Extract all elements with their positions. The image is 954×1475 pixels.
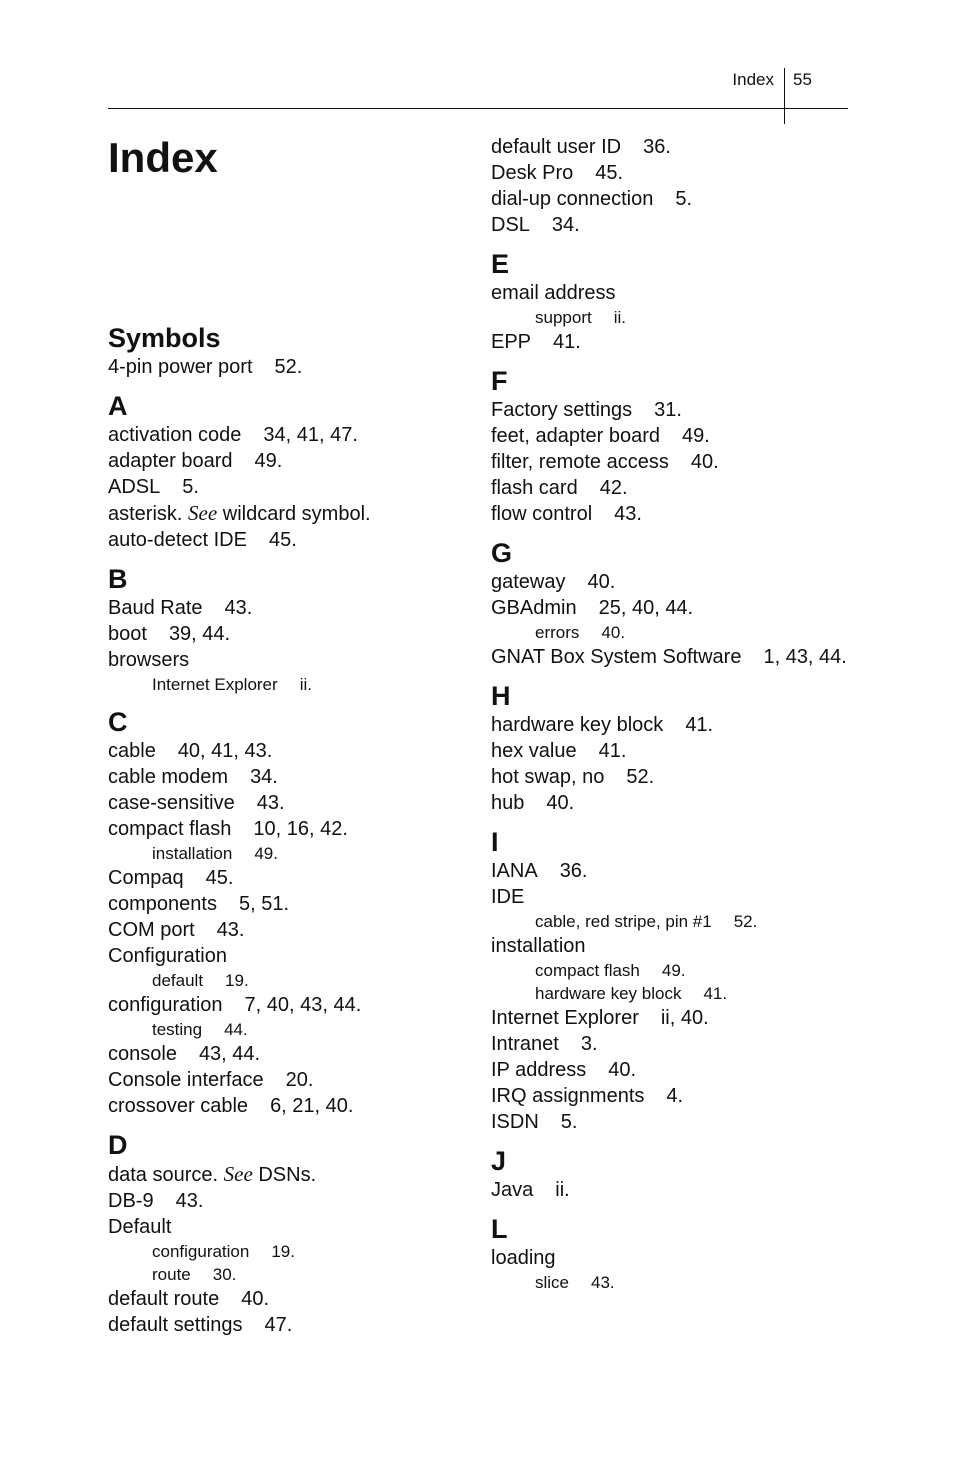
entry-term: IRQ assignments bbox=[491, 1085, 645, 1107]
entry-term: Configuration bbox=[108, 945, 227, 967]
entry-pages: 6, 21, 40. bbox=[270, 1095, 354, 1117]
entry-term: default settings bbox=[108, 1314, 243, 1336]
entry-pages: 34. bbox=[250, 766, 278, 788]
entry-term: console bbox=[108, 1043, 177, 1065]
subentry-pages: 19. bbox=[225, 971, 249, 990]
section-letter: I bbox=[491, 827, 499, 857]
entry-pages: 41. bbox=[553, 331, 581, 353]
section-letter: G bbox=[491, 538, 513, 568]
index-entry bbox=[491, 644, 851, 670]
entry-pages: 43. bbox=[256, 792, 285, 814]
entry-term: gateway bbox=[491, 571, 566, 593]
index-entry bbox=[491, 790, 851, 816]
entry-pages: 40. bbox=[608, 1059, 637, 1081]
index-entry bbox=[491, 160, 851, 186]
index-section bbox=[491, 1213, 851, 1294]
index-subentry bbox=[108, 673, 458, 696]
entry-pages: 49. bbox=[254, 450, 283, 472]
index-subentry bbox=[491, 1271, 851, 1294]
index-entry bbox=[108, 992, 458, 1018]
index-entry bbox=[108, 1286, 458, 1312]
entry-pages: 20. bbox=[285, 1069, 314, 1091]
entry-term: Console interface bbox=[108, 1069, 264, 1091]
section-letter: Symbols bbox=[108, 323, 221, 353]
index-entry bbox=[108, 527, 458, 553]
entry-term: asterisk. bbox=[108, 503, 183, 525]
entry-term: GNAT Box System Software bbox=[491, 646, 742, 668]
subentry-term: installation bbox=[152, 844, 233, 863]
entry-pages: 41. bbox=[598, 740, 627, 762]
entry-term: Desk Pro bbox=[491, 162, 574, 184]
entry-term: data source. bbox=[108, 1164, 219, 1186]
subentry-pages: 30. bbox=[212, 1265, 237, 1284]
entry-term: ISDN bbox=[491, 1111, 539, 1133]
entry-term: hub bbox=[491, 792, 525, 814]
index-entry bbox=[491, 595, 851, 621]
entry-term: Factory settings bbox=[491, 399, 633, 421]
entry-pages: ii. bbox=[555, 1179, 570, 1201]
subentry-pages: 19. bbox=[271, 1242, 295, 1261]
see-reference: See bbox=[223, 1162, 253, 1186]
index-entry bbox=[108, 647, 458, 673]
entry-term: case-sensitive bbox=[108, 792, 235, 814]
entry-term: dial-up connection bbox=[491, 188, 654, 210]
entry-term: IANA bbox=[491, 860, 538, 882]
subentry-term: testing bbox=[152, 1020, 203, 1039]
index-section bbox=[108, 1129, 458, 1338]
entry-term: compact flash bbox=[108, 818, 232, 840]
entry-pages: 45. bbox=[205, 867, 234, 889]
entry-term: IP address bbox=[491, 1059, 587, 1081]
entry-pages: 40. bbox=[546, 792, 575, 814]
entry-term: DSL bbox=[491, 214, 530, 236]
entry-term: default route bbox=[108, 1288, 220, 1310]
index-section bbox=[491, 680, 851, 816]
index-subentry bbox=[491, 910, 851, 933]
entry-pages: 52. bbox=[626, 766, 655, 788]
entry-pages: 5. bbox=[675, 188, 693, 210]
entry-pages: 5, 51. bbox=[238, 893, 290, 915]
entry-pages: 43. bbox=[175, 1190, 204, 1212]
index-entry bbox=[108, 474, 458, 500]
index-entry bbox=[491, 764, 851, 790]
entry-pages: 41. bbox=[685, 714, 714, 736]
index-entry bbox=[491, 475, 851, 501]
index-column-right bbox=[491, 134, 851, 1304]
entry-pages: ii, 40. bbox=[660, 1007, 709, 1029]
subentry-pages: 41. bbox=[703, 984, 728, 1003]
subentry-pages: 44. bbox=[224, 1020, 248, 1039]
entry-term: Java bbox=[491, 1179, 534, 1201]
entry-term: adapter board bbox=[108, 450, 233, 472]
entry-pages: 36. bbox=[559, 860, 588, 882]
entry-pages: 45. bbox=[268, 529, 297, 551]
entry-term: Default bbox=[108, 1216, 172, 1238]
entry-pages: 52. bbox=[274, 356, 303, 378]
index-subentry bbox=[491, 306, 851, 329]
index-subentry bbox=[108, 1240, 458, 1263]
index-subentry bbox=[491, 621, 851, 644]
entry-pages: 45. bbox=[595, 162, 624, 184]
index-column-left bbox=[108, 322, 458, 1348]
index-entry bbox=[108, 790, 458, 816]
entry-pages: 40. bbox=[690, 451, 719, 473]
subentry-term: compact flash bbox=[535, 961, 640, 980]
index-subentry bbox=[108, 1263, 458, 1286]
subentry-term: Internet Explorer bbox=[152, 675, 278, 694]
index-entry bbox=[108, 1041, 458, 1067]
index-entry bbox=[491, 1031, 851, 1057]
subentry-term: hardware key block bbox=[535, 984, 682, 1003]
entry-pages: 40, 41, 43. bbox=[177, 740, 273, 762]
index-entry bbox=[491, 423, 851, 449]
see-target: wildcard symbol. bbox=[222, 503, 371, 525]
running-header-label: Index bbox=[732, 70, 774, 89]
index-subentry bbox=[108, 969, 458, 992]
index-subentry bbox=[108, 842, 458, 865]
entry-term: crossover cable bbox=[108, 1095, 249, 1117]
entry-pages: 39, 44. bbox=[168, 623, 231, 645]
subentry-pages: 49. bbox=[254, 844, 278, 863]
entry-pages: 34. bbox=[551, 214, 580, 236]
index-entry bbox=[491, 1245, 851, 1271]
entry-pages: 40. bbox=[587, 571, 616, 593]
entry-pages: 43. bbox=[614, 503, 642, 525]
index-entry bbox=[491, 933, 851, 959]
entry-term: boot bbox=[108, 623, 147, 645]
header-rule bbox=[108, 108, 848, 109]
subentry-pages: ii. bbox=[613, 308, 626, 327]
entry-pages: 10, 16, 42. bbox=[253, 818, 348, 840]
index-entry bbox=[491, 212, 851, 238]
entry-pages: 4. bbox=[666, 1085, 684, 1107]
entry-pages: 42. bbox=[599, 477, 628, 499]
index-entry bbox=[108, 891, 458, 917]
index-entry bbox=[491, 280, 851, 306]
entry-term: IDE bbox=[491, 886, 525, 908]
index-entry bbox=[491, 186, 851, 212]
entry-pages: 7, 40, 43, 44. bbox=[244, 994, 362, 1016]
entry-pages: 40. bbox=[241, 1288, 270, 1310]
entry-term: flash card bbox=[491, 477, 578, 499]
entry-term: EPP bbox=[491, 331, 532, 353]
header-vertical-rule bbox=[784, 68, 785, 124]
index-entry bbox=[491, 884, 851, 910]
index-section bbox=[108, 322, 458, 380]
entry-term: Internet Explorer bbox=[491, 1007, 639, 1029]
subentry-pages: 49. bbox=[661, 961, 686, 980]
entry-term: ADSL bbox=[108, 476, 161, 498]
subentry-pages: 52. bbox=[733, 912, 758, 931]
entry-term: email address bbox=[491, 282, 616, 304]
index-entry bbox=[491, 738, 851, 764]
subentry-pages: 40. bbox=[601, 623, 626, 642]
index-entry bbox=[491, 501, 851, 527]
index-subentry bbox=[491, 982, 851, 1005]
index-entry bbox=[108, 1093, 458, 1119]
index-entry bbox=[491, 1109, 851, 1135]
index-entry bbox=[491, 858, 851, 884]
index-entry bbox=[491, 1177, 851, 1203]
index-entry bbox=[491, 449, 851, 475]
entry-term: installation bbox=[491, 935, 586, 957]
section-letter: A bbox=[108, 391, 128, 421]
index-section bbox=[108, 563, 458, 696]
see-reference: See bbox=[188, 501, 218, 525]
index-entry bbox=[491, 569, 851, 595]
entry-term: browsers bbox=[108, 649, 190, 671]
index-entry bbox=[491, 134, 851, 160]
index-entry bbox=[108, 1161, 458, 1188]
page-number: 55 bbox=[793, 70, 812, 89]
index-section bbox=[491, 248, 851, 355]
subentry-pages: 43. bbox=[591, 1273, 615, 1292]
index-entry bbox=[108, 595, 458, 621]
entry-pages: 5. bbox=[560, 1111, 578, 1133]
entry-term: components bbox=[108, 893, 217, 915]
index-section bbox=[491, 134, 851, 238]
entry-pages: 1, 43, 44. bbox=[763, 646, 847, 668]
subentry-term: configuration bbox=[152, 1242, 250, 1261]
entry-term: default user ID bbox=[491, 136, 622, 158]
entry-pages: 31. bbox=[654, 399, 682, 421]
section-letter: J bbox=[491, 1146, 507, 1176]
entry-pages: 43, 44. bbox=[198, 1043, 261, 1065]
section-letter: L bbox=[491, 1214, 508, 1244]
index-subentry bbox=[491, 959, 851, 982]
subentry-pages: ii. bbox=[299, 675, 312, 694]
entry-term: hex value bbox=[491, 740, 577, 762]
section-letter: E bbox=[491, 249, 510, 279]
entry-pages: 49. bbox=[682, 425, 710, 447]
index-subentry bbox=[108, 1018, 458, 1041]
entry-term: auto-detect IDE bbox=[108, 529, 247, 551]
entry-term: GBAdmin bbox=[491, 597, 577, 619]
index-entry bbox=[108, 1214, 458, 1240]
subentry-term: route bbox=[152, 1265, 191, 1284]
subentry-term: errors bbox=[535, 623, 580, 642]
entry-pages: 43. bbox=[216, 919, 245, 941]
entry-pages: 5. bbox=[182, 476, 199, 498]
entry-term: DB-9 bbox=[108, 1190, 154, 1212]
entry-term: feet, adapter board bbox=[491, 425, 661, 447]
entry-term: cable modem bbox=[108, 766, 229, 788]
index-entry bbox=[108, 621, 458, 647]
index-entry bbox=[491, 329, 851, 355]
index-entry bbox=[108, 422, 458, 448]
page-title: Index bbox=[108, 134, 218, 181]
entry-pages: 3. bbox=[580, 1033, 598, 1055]
index-entry bbox=[491, 712, 851, 738]
subentry-term: support bbox=[535, 308, 592, 327]
index-entry bbox=[108, 354, 458, 380]
subentry-term: cable, red stripe, pin #1 bbox=[535, 912, 712, 931]
section-letter: B bbox=[108, 564, 128, 594]
section-letter: H bbox=[491, 681, 511, 711]
index-entry bbox=[108, 1188, 458, 1214]
entry-term: filter, remote access bbox=[491, 451, 669, 473]
index-section bbox=[491, 826, 851, 1135]
entry-term: Baud Rate bbox=[108, 597, 203, 619]
index-entry bbox=[491, 397, 851, 423]
index-section bbox=[491, 537, 851, 670]
index-entry bbox=[108, 816, 458, 842]
index-section bbox=[108, 390, 458, 553]
index-entry bbox=[108, 738, 458, 764]
index-entry bbox=[108, 764, 458, 790]
index-entry bbox=[108, 943, 458, 969]
entry-term: cable bbox=[108, 740, 156, 762]
index-section bbox=[491, 365, 851, 527]
section-letter: C bbox=[108, 707, 128, 737]
subentry-term: default bbox=[152, 971, 204, 990]
entry-term: Compaq bbox=[108, 867, 184, 889]
entry-term: configuration bbox=[108, 994, 223, 1016]
index-entry bbox=[491, 1005, 851, 1031]
entry-term: 4-pin power port bbox=[108, 356, 253, 378]
section-letter: D bbox=[108, 1130, 128, 1160]
section-letter: F bbox=[491, 366, 508, 396]
entry-pages: 34, 41, 47. bbox=[263, 424, 358, 446]
entry-term: hot swap, no bbox=[491, 766, 605, 788]
entry-term: COM port bbox=[108, 919, 195, 941]
entry-pages: 36. bbox=[643, 136, 671, 158]
index-entry bbox=[491, 1057, 851, 1083]
index-entry bbox=[108, 1067, 458, 1093]
index-entry bbox=[108, 500, 458, 527]
index-entry bbox=[108, 1312, 458, 1338]
index-entry bbox=[491, 1083, 851, 1109]
index-entry bbox=[108, 917, 458, 943]
index-entry bbox=[108, 865, 458, 891]
entry-pages: 47. bbox=[264, 1314, 293, 1336]
see-target: DSNs. bbox=[258, 1164, 317, 1186]
entry-term: hardware key block bbox=[491, 714, 664, 736]
entry-pages: 43. bbox=[224, 597, 253, 619]
entry-term: Intranet bbox=[491, 1033, 559, 1055]
entry-pages: 25, 40, 44. bbox=[598, 597, 694, 619]
index-section bbox=[108, 706, 458, 1119]
subentry-term: slice bbox=[535, 1273, 570, 1292]
entry-term: activation code bbox=[108, 424, 242, 446]
index-entry bbox=[108, 448, 458, 474]
entry-term: flow control bbox=[491, 503, 593, 525]
index-section bbox=[491, 1145, 851, 1203]
entry-term: loading bbox=[491, 1247, 556, 1269]
